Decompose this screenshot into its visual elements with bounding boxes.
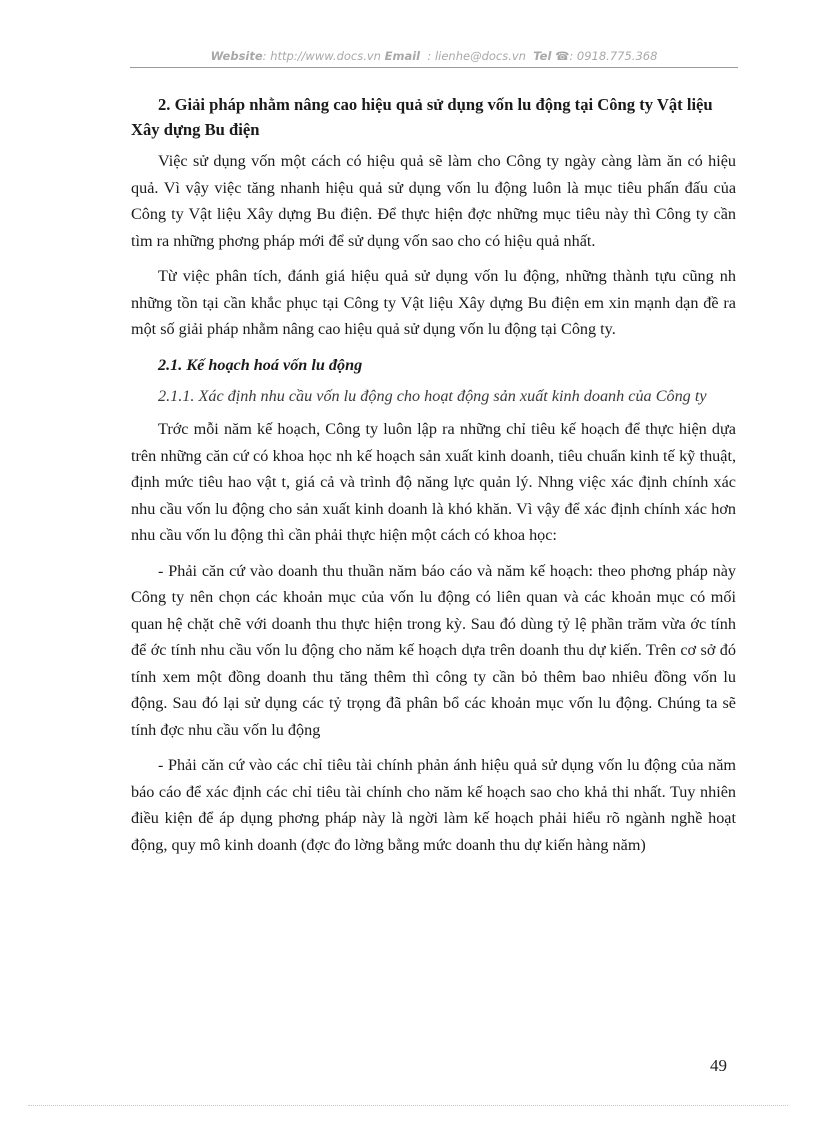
subsection-heading: 2.1. Kế hoạch hoá vốn lu động bbox=[158, 355, 363, 374]
email-label: Email bbox=[384, 49, 421, 63]
tel-label: Tel bbox=[533, 49, 552, 63]
email-value[interactable]: : lienhe@docs.vn bbox=[427, 49, 526, 63]
document-body bbox=[131, 92, 736, 867]
website-value[interactable]: : http://www.docs.vn bbox=[262, 49, 381, 63]
paragraph-intro-1: Việc sử dụng vốn một cách có hiệu quả sẽ làm cho Công ty ngày càng làm ăn có hiệu quả. Vì vậy việc tăng nhanh hiệu quả sử dụng vốn lu động luôn là mục tiêu phấn đấu của Công ty Vật liệu Xây dựng Bu điện. Để thực hiện đợc những mục tiêu này thì Công ty cần tìm ra những phơng pháp mới để sử dụng vốn sao cho có hiệu quả nhất. bbox=[131, 152, 736, 250]
footer-divider bbox=[28, 1105, 788, 1106]
section-heading: 2. Giải pháp nhằm nâng cao hiệu quả sử dụng vốn lu động tại Công ty Vật liệu Xây dựng Bu điện bbox=[131, 95, 713, 139]
subsubsection-heading: 2.1.1. Xác định nhu cầu vốn lu động cho hoạt động sản xuất kinh doanh của Công ty bbox=[158, 387, 707, 405]
website-label: Website bbox=[210, 49, 263, 63]
paragraph-plan: Trớc mỗi năm kế hoạch, Công ty luôn lập ra những chỉ tiêu kế hoạch để thực hiện dựa trên những căn cứ có khoa học nh kế hoạch sản xuất kinh doanh, tiêu chuẩn kinh tế kỹ thuật, định mức tiêu hao vật t, giá cả và trình độ năng lực quản lý. Nhng việc xác định chính xác nhu cầu vốn lu động cho sản xuất kinh doanh là khó khăn. Vì vậy để xác định chính xác hơn nhu cầu vốn lu động thì cần phải thực hiện một cách có khoa học: bbox=[131, 420, 736, 544]
paragraph-method-1: - Phải căn cứ vào doanh thu thuần năm báo cáo và năm kế hoạch: theo phơng pháp này Công ty nên chọn các khoản mục của vốn lu động có liên quan và các khoản mục có mối quan hệ chặt chẽ với doanh thu thực hiện trong kỳ. Sau đó dùng tỷ lệ phần trăm vừa ớc tính để ớc tính nhu cầu vốn lu động cho năm kế hoạch dựa trên doanh thu dự kiến. Trên cơ sở đó tính xem một đồng doanh thu tăng thêm thì công ty cần bỏ thêm bao nhiêu đồng vốn lu động. Sau đó lại sử dụng các tỷ trọng đã phân bổ các khoản mục vốn lu động. Chúng ta sẽ tính đợc nhu cầu vốn lu động bbox=[131, 561, 736, 739]
paragraph-intro-2: Từ việc phân tích, đánh giá hiệu quả sử dụng vốn lu động, những thành tựu cũng nh những tồn tại cần khắc phục tại Công ty Vật liệu Xây dựng Bu điện em xin mạnh dạn đề ra một số giải pháp nhằm nâng cao hiệu quả sử dụng vốn lu động tại Công ty. bbox=[131, 267, 736, 338]
tel-value: ☎: 0918.775.368 bbox=[555, 49, 658, 63]
paragraph-method-2: - Phải căn cứ vào các chỉ tiêu tài chính phản ánh hiệu quả sử dụng vốn lu động của năm báo cáo để xác định các chỉ tiêu tài chính cho năm kế hoạch sao cho khả thi nhất. Tuy nhiên điều kiện để áp dụng phơng pháp này là ngời làm kế hoạch phải hiểu rõ ngành nghề hoạt động, quy mô kinh doanh (đợc đo lờng bằng mức doanh thu dự kiến hàng năm) bbox=[131, 756, 736, 854]
page-header bbox=[130, 49, 738, 68]
page-number: 49 bbox=[710, 1056, 727, 1075]
